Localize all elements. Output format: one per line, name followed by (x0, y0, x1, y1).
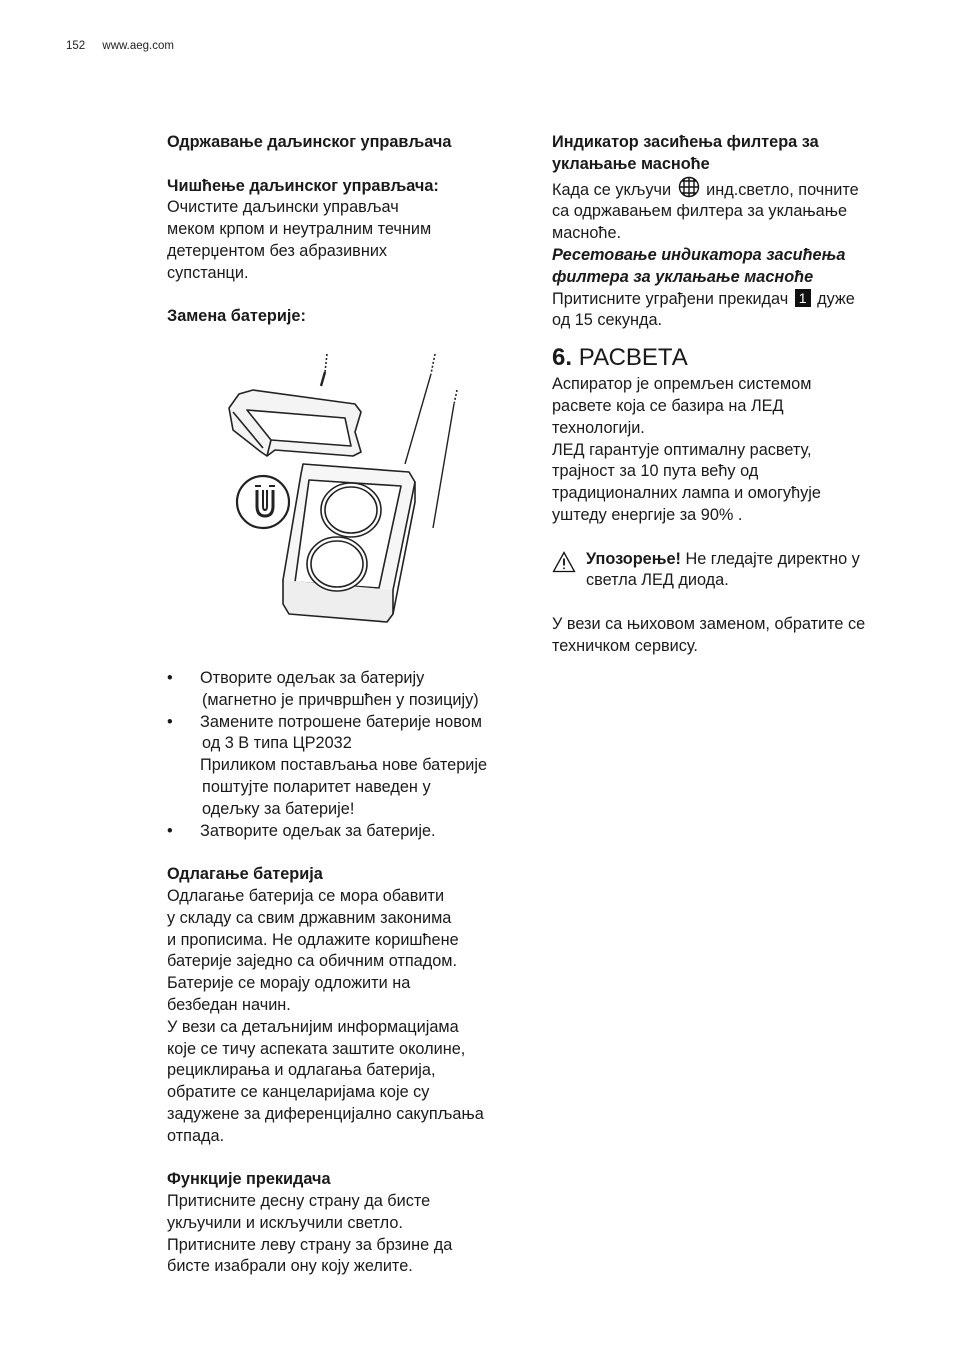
right-column (552, 132, 917, 658)
heading-switch-functions: Функције прекидача (167, 1170, 331, 1189)
switch-line-1: Притисните десну страну да бисте (167, 1192, 431, 1211)
step-3-text: Затворите одељак за батерије. (200, 821, 436, 840)
section-title-lighting (552, 344, 917, 372)
page-number: 152 (66, 40, 86, 52)
step-2-cont-3: поштујте поларитет наведен у (202, 777, 431, 796)
disposal-line-3: и прописима. Не одлажите коришћене (167, 930, 459, 949)
switch-key-badge: 1 (795, 289, 811, 307)
disposal-line-6: безбедан начин. (167, 995, 291, 1014)
magnet-icon (237, 476, 289, 528)
filter-text-line-2: са одржавањем филтера за уклањање (552, 202, 848, 221)
disposal-line-4: батерије заједно са обичним отпадом. (167, 952, 458, 971)
switch-line-2: укључили и искључили светло. (167, 1213, 403, 1232)
step-2-text: Замените потрошене батерије новом (200, 712, 482, 731)
battery-steps-list (167, 668, 532, 842)
step-1-text: Отворите одељак за батерију (200, 668, 425, 687)
lighting-line-5: трајност за 10 пута већу од (552, 462, 759, 481)
list-item (167, 821, 532, 843)
reset-text-1b: дуже (817, 289, 855, 308)
filter-text-line-1 (552, 176, 917, 202)
grease-filter-icon (678, 176, 700, 198)
replace-line-2: техничком сервису. (552, 636, 698, 655)
disposal-line-2: у складу са свим државним законима (167, 908, 452, 927)
lighting-line-3: технологији. (552, 418, 645, 437)
replace-line-1: У вези са њиховом заменом, обратите се (552, 614, 866, 633)
warning-block (552, 549, 917, 593)
list-item (167, 668, 532, 712)
filter-text-line-3: масноће. (552, 224, 622, 243)
step-2-cont-1: од 3 В типа ЦР2032 (202, 734, 352, 753)
heading-filter-indicator-2: уклањање масноће (552, 154, 710, 173)
website-url: www.aeg.com (102, 40, 174, 52)
lighting-line-2: расвете која се базира на ЛЕД (552, 396, 784, 415)
disposal-line-12: отпада. (167, 1126, 225, 1145)
cleaning-line-3: детерџентом без абразивних (167, 241, 388, 260)
filter-text-1b: инд.светло, почните (706, 180, 859, 199)
cleaning-line-4: супстанци. (167, 263, 249, 282)
lighting-line-1: Аспиратор је опремљен системом (552, 375, 812, 394)
switch-line-4: бисте изабрали ону коју желите. (167, 1257, 413, 1276)
warning-text-1: Не гледајте директно у (685, 549, 860, 568)
cleaning-line-1: Очистите даљински управљач (167, 198, 399, 217)
label-battery-replacement: Замена батерије: (167, 307, 306, 326)
warning-label: Упозорење! (586, 549, 681, 568)
disposal-line-5: Батерије се морају одложити на (167, 974, 411, 993)
heading-reset-indicator-2: филтера за уклањање масноће (552, 267, 814, 286)
step-1-cont-1: (магнетно је причвршћен у позицију) (202, 690, 479, 709)
disposal-line-10: обратите се канцеларијама које су (167, 1083, 430, 1102)
page-header (66, 40, 174, 52)
cleaning-line-2: меком крпом и неутралним течним (167, 220, 432, 239)
list-item (167, 712, 532, 821)
battery-compartment-illustration (211, 352, 471, 637)
switch-line-3: Притисните леву страну за брзине да (167, 1235, 453, 1254)
reset-text-line-1 (552, 289, 917, 311)
reset-text-line-2: од 15 секунда. (552, 311, 663, 330)
heading-filter-indicator-1: Индикатор засићења филтера за (552, 133, 819, 151)
lighting-line-7: уштеду енергије за 90% . (552, 505, 743, 524)
lighting-line-4: ЛЕД гарантује оптималну расвету, (552, 440, 812, 459)
warning-line-2: светла ЛЕД диода. (586, 571, 729, 590)
step-2-cont-2: Приликом постављања нове батерије (200, 756, 488, 775)
warning-line-1 (586, 549, 917, 571)
heading-remote-maintenance: Одржавање даљинског управљача (167, 133, 452, 151)
filter-text-1a: Када се укључи (552, 180, 672, 199)
section-title-text: РАСВЕТА (578, 344, 688, 372)
reset-text-1a: Притисните уграђени прекидач (552, 289, 789, 308)
heading-reset-indicator-1: Ресетовање индикатора засићења (552, 245, 846, 264)
heading-battery-disposal: Одлагање батерија (167, 865, 323, 884)
disposal-line-9: рециклирања и одлагања батерија, (167, 1061, 436, 1080)
label-remote-cleaning: Чишћење даљинског управљача: (167, 176, 439, 195)
warning-triangle-icon (552, 551, 576, 573)
disposal-line-1: Одлагање батерија се мора обавити (167, 886, 445, 905)
disposal-line-11: задужене за диференцијално сакупљања (167, 1104, 484, 1123)
disposal-line-8: које се тичу аспеката заштите околине, (167, 1039, 466, 1058)
section-number: 6. (552, 344, 573, 372)
disposal-line-7: У вези са детаљнијим информацијама (167, 1017, 459, 1036)
lighting-line-6: традиционалних лампа и омогућује (552, 484, 821, 503)
step-2-cont-4: одељку за батерије! (202, 799, 355, 818)
left-column (167, 132, 532, 1278)
